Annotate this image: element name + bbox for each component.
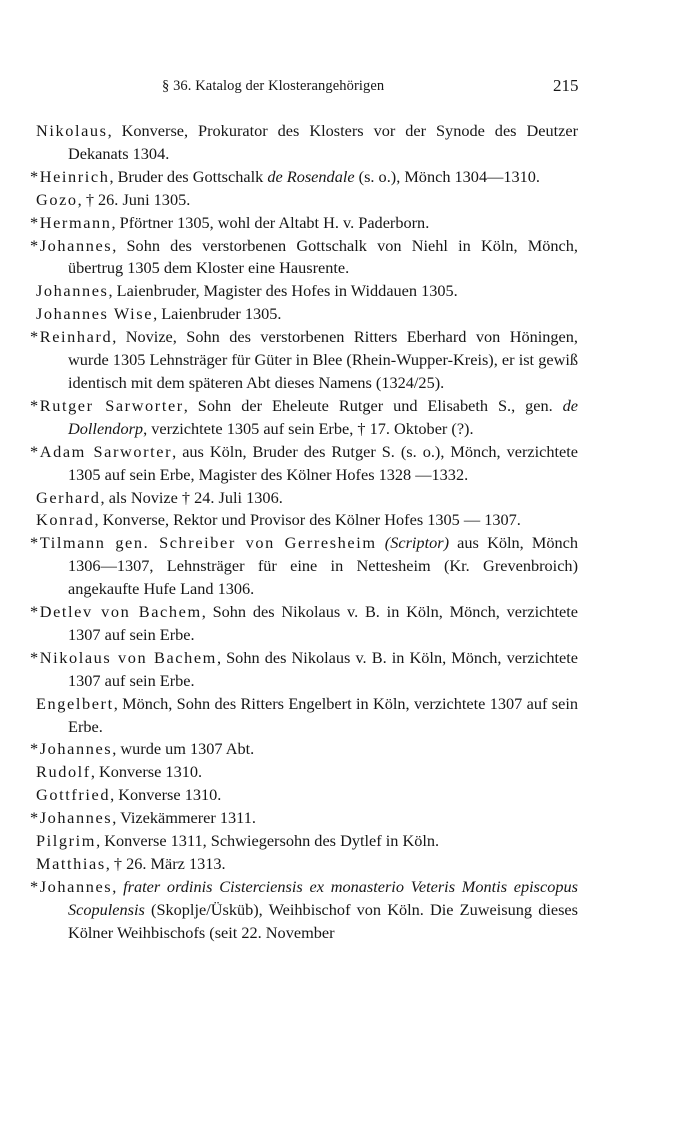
entry-name: Nikolaus	[36, 121, 108, 140]
entry-text: , † 26. März 1313.	[105, 854, 226, 873]
entry-text: , Bruder des Gottschalk	[109, 166, 268, 186]
entry-name: Engelbert	[36, 693, 114, 713]
entry-text: , Novize, Sohn des verstorbenen Ritters Eberhard von Höningen, wurde 1305 Lehnsträger für Güter in Blee (Rhein-Wupper-Kreis), er ist gewiß identisch mit dem späteren Abt dieses Namens (1324/25).	[68, 327, 578, 392]
entry-text: , Laienbruder 1305.	[153, 304, 282, 324]
entry-name: *Hermann	[30, 212, 112, 232]
catalog-entry	[36, 280, 578, 303]
entry-text: , Mönch, Sohn des Ritters Engelbert in Köln, verzichtete 1307 auf sein Erbe.	[68, 693, 578, 736]
entry-italic-text: de Dollendorp	[68, 395, 579, 438]
entry-name: *Reinhard	[30, 327, 113, 347]
entry-text: (s. o.), Mönch 1304—1310.	[354, 166, 541, 186]
catalog-entry	[36, 303, 578, 326]
catalog-entry	[30, 807, 578, 830]
catalog-entry	[30, 235, 578, 281]
entry-text: , Konverse, Prokurator des Klosters vor der Synode des Deutzer Dekanats 1304.	[68, 121, 578, 163]
catalog-entry	[36, 784, 578, 807]
entry-name: Johannes	[36, 281, 109, 301]
entry-text: , verzichtete 1305 auf sein Erbe, † 17. Oktober (?).	[143, 418, 474, 438]
entry-name: Konrad	[36, 510, 95, 530]
catalog-entry	[30, 326, 578, 395]
entry-italic-text: frater ordinis Cisterciensis ex monasterio Veteris Montis episcopus Scopulensis	[68, 876, 578, 919]
entry-name: *Johannes	[30, 739, 113, 759]
catalog-entry	[36, 761, 578, 784]
catalog-entry	[30, 876, 578, 945]
page-header	[0, 78, 700, 100]
entry-name: Johannes Wise	[36, 304, 154, 324]
entry-text: , Konverse 1310.	[110, 785, 222, 805]
entry-text: , aus Köln, Bruder des Rutger S. (s. o.), Mönch, verzichtete 1305 auf sein Erbe, Magister des Kölner Hofes 1328 —1332.	[68, 441, 578, 484]
entry-name: Pilgrim	[36, 831, 97, 851]
entry-italic-text: (Scriptor)	[384, 533, 449, 553]
catalog-entry	[36, 830, 578, 853]
entry-text: , Sohn der Eheleute Rutger und Elisabeth S., gen.	[183, 395, 563, 415]
page-number: 215	[553, 76, 579, 95]
entry-name: *Johannes	[30, 808, 113, 828]
entry-text: (Skoplje/Üsküb), Weihbischof von Köln. Die Zuweisung dieses Kölner Weihbischofs (seit 22. November	[68, 899, 578, 942]
entry-italic-text: de Rosendale	[267, 166, 355, 186]
catalog-entry	[30, 441, 578, 487]
entry-text: , wurde um 1307 Abt.	[112, 739, 255, 759]
entry-text: , als Novize † 24. Juli 1306.	[100, 487, 283, 507]
entry-name: *Tilmann gen. Schreiber von Gerresheim	[30, 533, 377, 553]
entry-text: , Pförtner 1305, wohl der Altabt H. v. Paderborn.	[111, 212, 430, 232]
entry-name: *Johannes	[30, 876, 113, 896]
catalog-entry	[30, 395, 579, 441]
catalog-entry	[30, 738, 578, 761]
entry-name: *Rutger Sarworter	[30, 395, 184, 415]
entry-name: *Heinrich	[30, 166, 110, 186]
entry-text: , Konverse, Rektor und Provisor des Kölner Hofes 1305 — 1307.	[94, 510, 521, 530]
catalog-entry	[36, 853, 578, 876]
entry-name: Matthias	[36, 854, 106, 873]
entry-name: *Detlev von Bachem	[30, 602, 202, 622]
entry-text: aus Köln, Mönch 1306—1307, Lehnsträger für eine in Nettesheim (Kr. Grevenbroich) angekaufte Hufe Land 1306.	[68, 533, 579, 599]
entry-text: , † 26. Juni 1305.	[77, 189, 191, 209]
entry-name: Gottfried	[36, 785, 111, 805]
entry-text: , Konverse 1310.	[90, 762, 203, 782]
catalog-entry	[30, 601, 578, 647]
catalog-entry	[36, 189, 578, 212]
catalog-entry	[30, 532, 579, 601]
catalog-entry	[36, 693, 578, 739]
catalog-entry	[30, 212, 578, 235]
entry-name: Gozo	[36, 189, 78, 209]
entry-text: , Sohn des Nikolaus v. B. in Köln, Mönch, verzichtete 1307 auf sein Erbe.	[68, 647, 578, 690]
catalog-entry	[36, 487, 578, 510]
catalog-entry	[36, 120, 578, 166]
catalog-entry	[30, 166, 578, 189]
entry-name: Rudolf	[36, 762, 91, 782]
catalog-entry	[30, 647, 578, 693]
entry-name: *Adam Sarworter	[30, 441, 173, 461]
entry-text: , Vizekämmerer 1311.	[112, 808, 256, 828]
entry-name: Gerhard	[36, 487, 101, 507]
running-title: § 36. Katalog der Klosterangehörigen	[162, 78, 385, 94]
entry-text: , Konverse 1311, Schwiegersohn des Dytlef in Köln.	[96, 831, 440, 851]
entry-text: , Sohn des verstorbenen Gottschalk von Niehl in Köln, Mönch, übertrug 1305 dem Kloster eine Hausrente.	[68, 235, 578, 278]
entry-name: *Johannes	[30, 235, 113, 255]
entry-text	[377, 533, 385, 552]
catalog-entries	[0, 120, 700, 945]
entry-name: *Nikolaus von Bachem	[30, 647, 217, 667]
entry-text: , Sohn des Nikolaus v. B. in Köln, Mönch, verzichtete 1307 auf sein Erbe.	[68, 602, 578, 644]
catalog-entry	[36, 509, 578, 532]
entry-text: ,	[112, 876, 124, 896]
entry-text: , Laienbruder, Magister des Hofes in Widdauen 1305.	[108, 281, 458, 301]
